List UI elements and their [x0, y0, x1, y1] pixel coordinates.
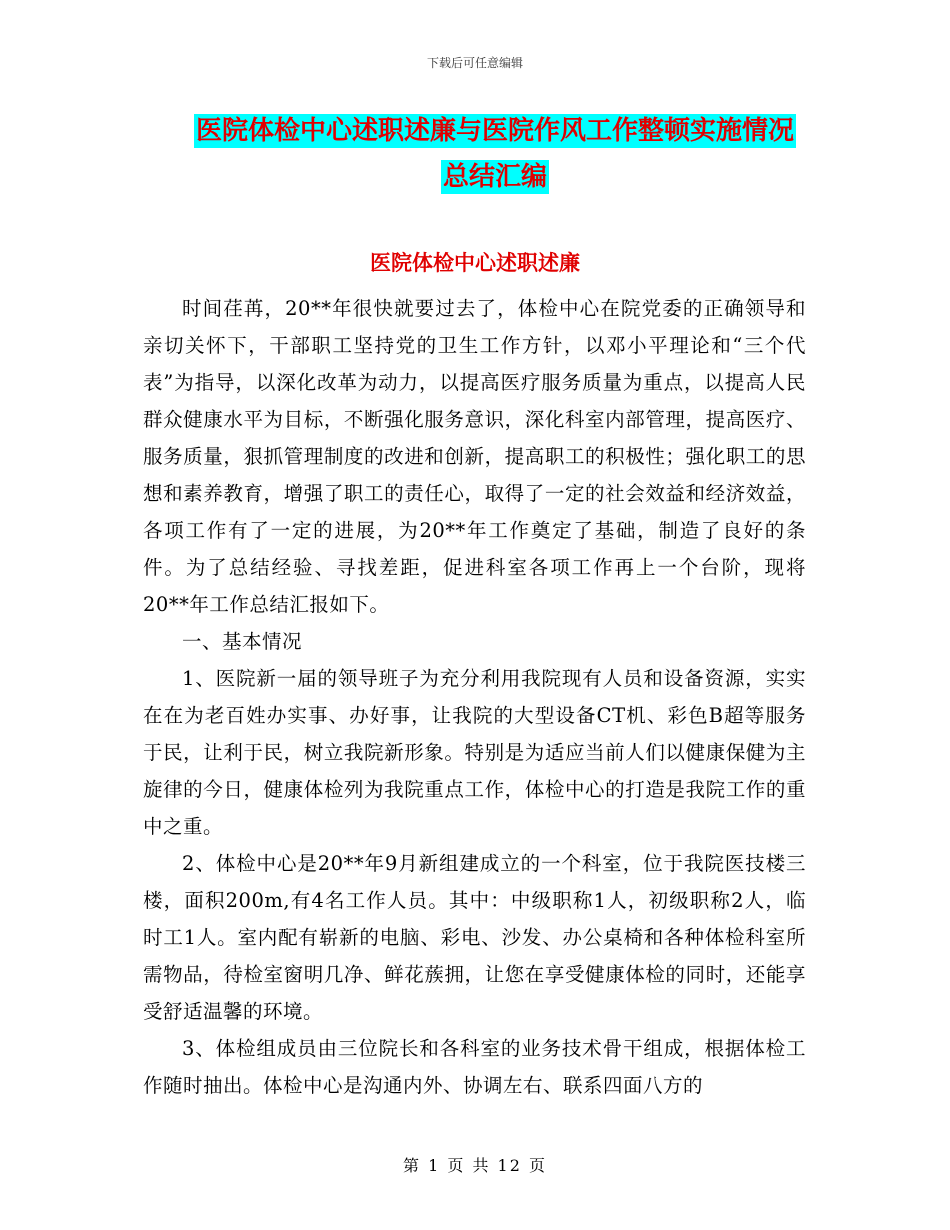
section-title: 医院体检中心述职述廉: [370, 251, 580, 275]
page-number-footer: 第 1 页 共 12 页: [403, 1156, 547, 1175]
paragraph-intro: 时间荏苒，20**年很快就要过去了，体检中心在院党委的正确领导和亲切关怀下，干部职工坚持党的卫生工作方针，以邓小平理论和“三个代表”为指导，以深化改革为动力，以提高医疗服务质量为重点，以提高人民群众健康水平为目标，不断强化服务意识，深化科室内部管理，提高医疗、服务质量，狠抓管理制度的改进和创新，提高职工的积极性；强化职工的思想和素养教育，增强了职工的责任心，取得了一定的社会效益和经济效益，各项工作有了一定的进展，为20**年工作奠定了基础，制造了良好的条件。为了总结经验、寻找差距，促进科室各项工作再上一个台阶，现将20**年工作总结汇报如下。: [143, 297, 806, 616]
document-title: [100, 108, 890, 200]
paragraph-item-2: 2、体检中心是20**年9月新组建成立的一个科室，位于我院医技楼三楼，面积200m,有4名工作人员。其中：中级职称1人，初级职称2人，临时工1人。室内配有崭新的电脑、彩电、沙发、办公桌椅和各种体检科室所需物品，待检室窗明几净、鲜花蔟拥，让您在享受健康体检的同时，还能享受舒适温馨的环境。: [143, 852, 806, 1023]
body-text: [143, 290, 806, 1104]
paragraph-heading-basic-situation: 一、基本情况: [182, 630, 303, 653]
document-title-line-2: 总结汇编: [442, 162, 547, 192]
document-title-line-1: 医院体检中心述职述廉与医院作风工作整顿实施情况: [195, 116, 794, 146]
paragraph-item-1: 1、医院新一届的领导班子为充分利用我院现有人员和设备资源，实实在在为老百姓办实事、办好事，让我院的大型设备CT机、彩色B超等服务于民，让利于民，树立我院新形象。特别是为适应当前人们以健康保健为主旋律的今日，健康体检列为我院重点工作，体检中心的打造是我院工作的重中之重。: [143, 667, 806, 838]
paragraph-item-3: 3、体检组成员由三位院长和各科室的业务技术骨干组成，根据体检工作随时抽出。体检中心是沟通内外、协调左右、联系四面八方的: [143, 1037, 806, 1097]
page-header-note: 下载后可任意编辑: [426, 56, 523, 70]
